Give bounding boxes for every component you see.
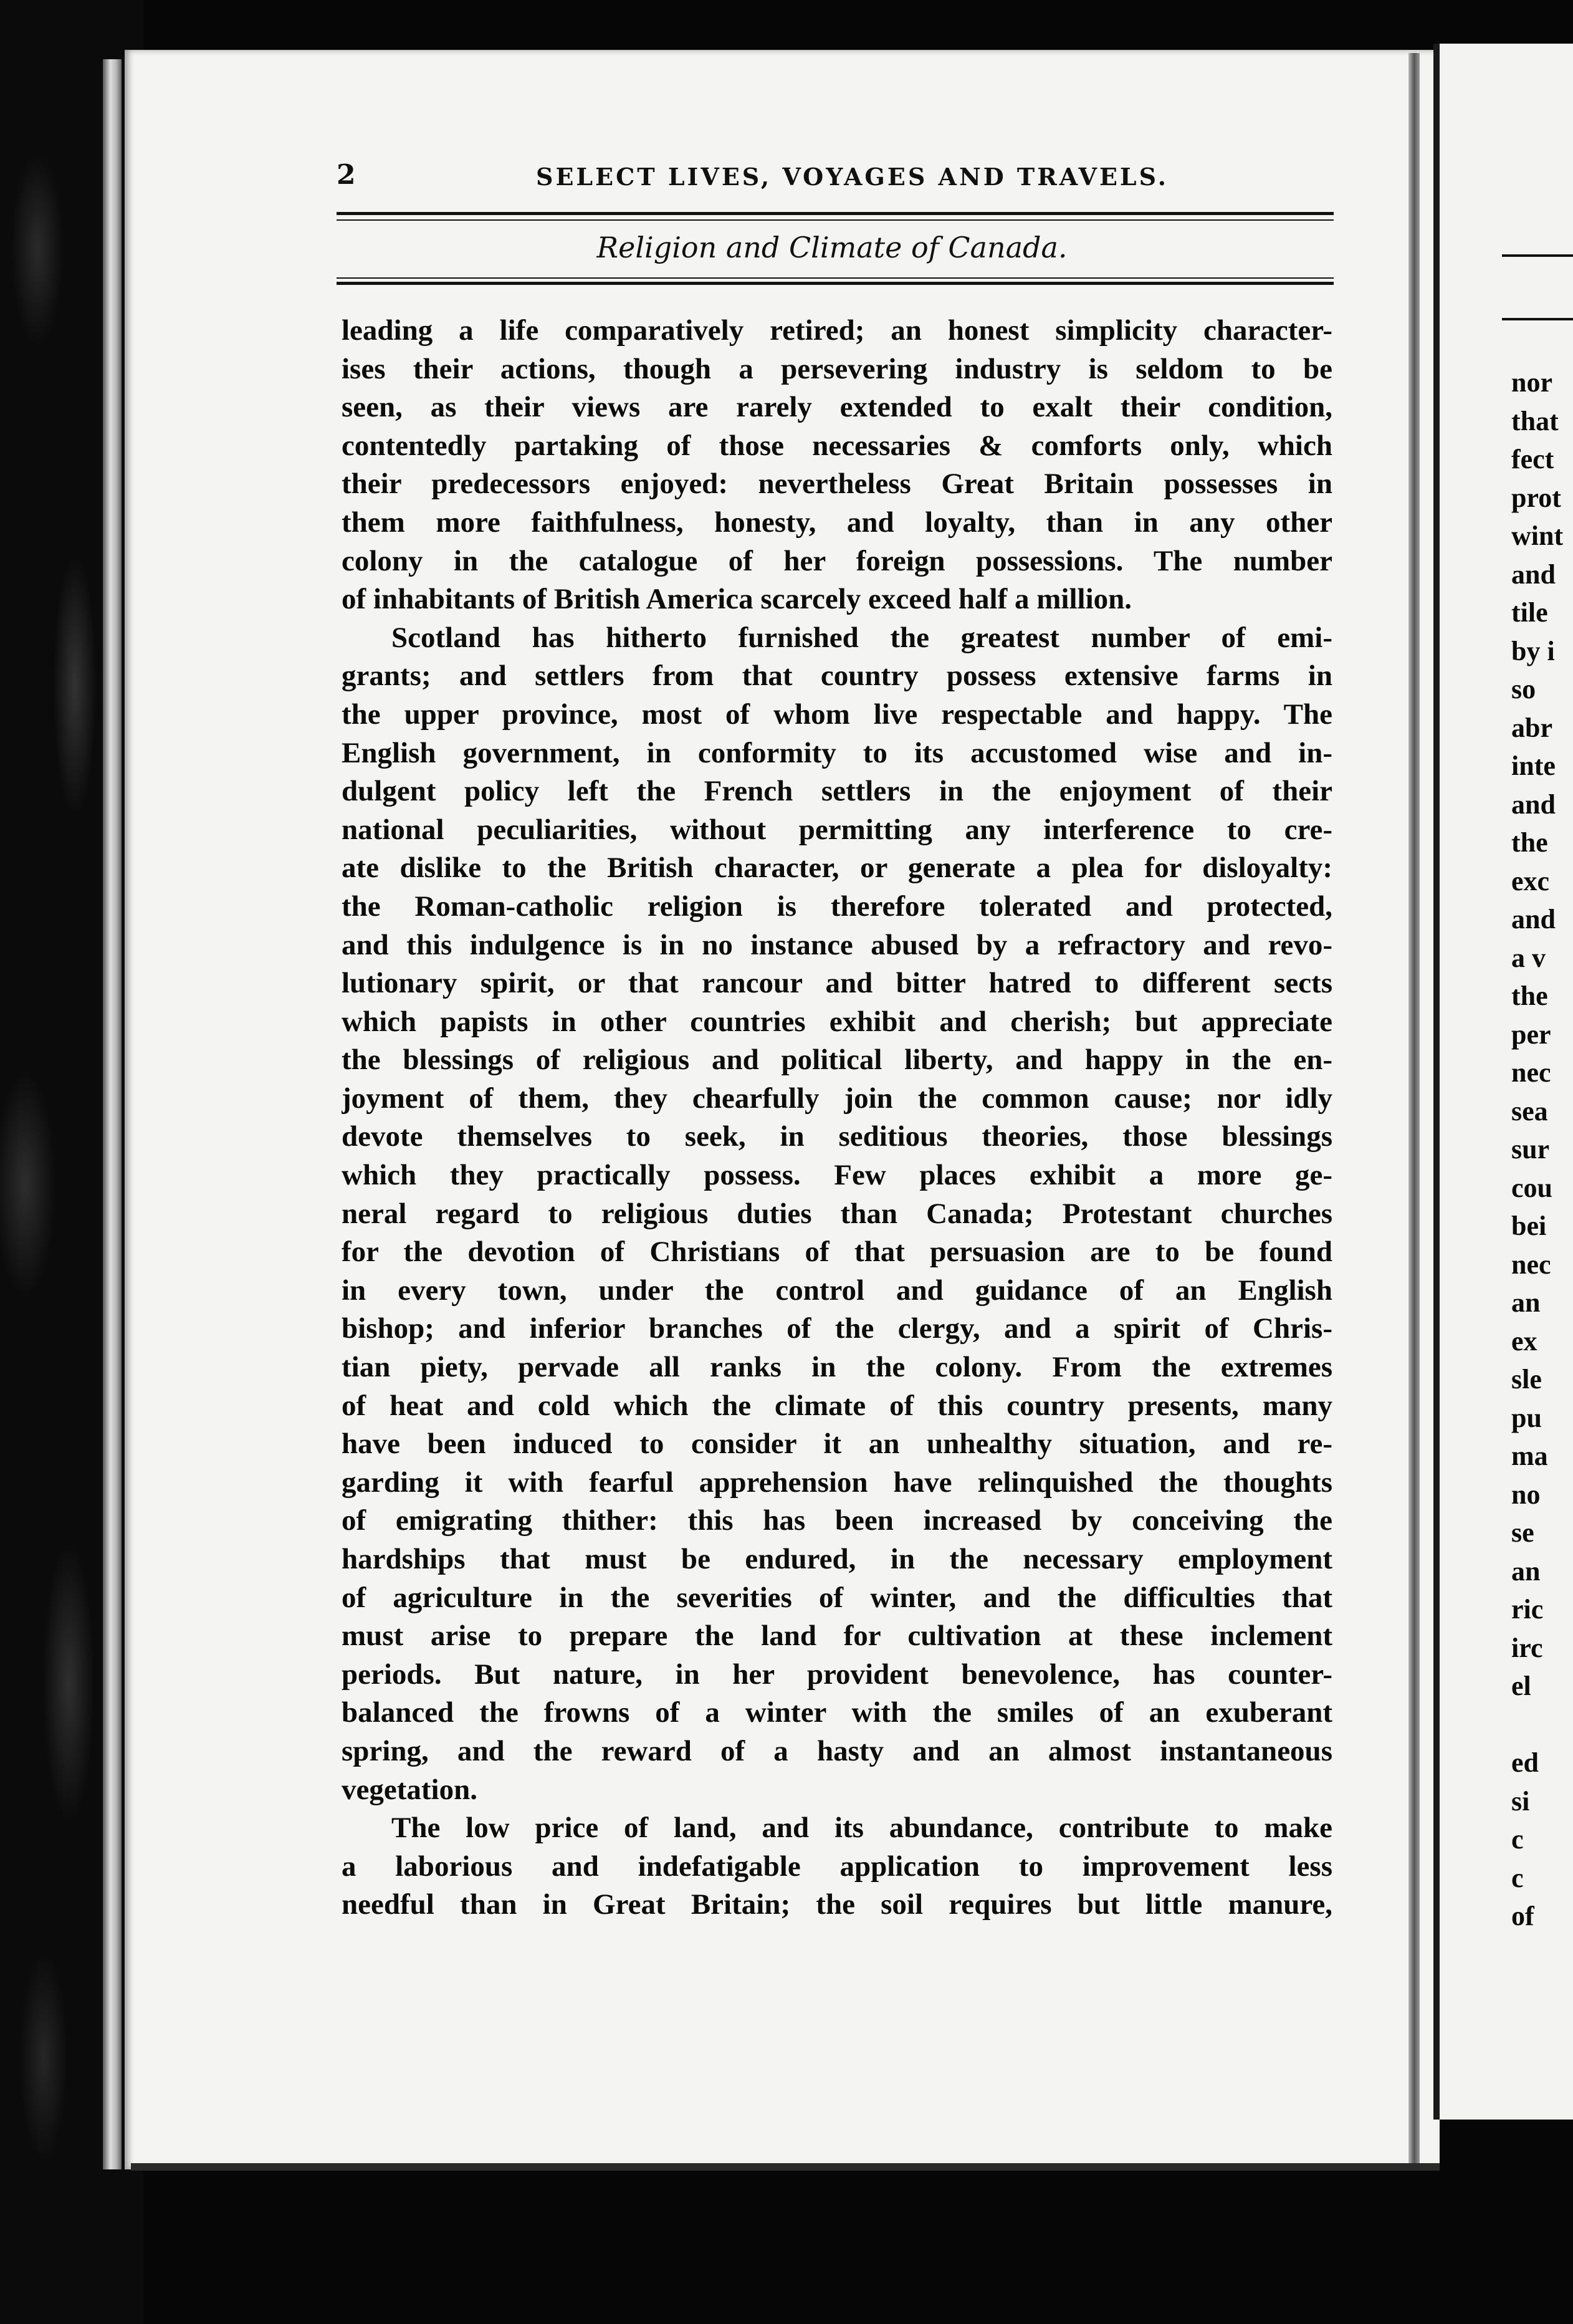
- facing-text-fragment: ex: [1511, 1325, 1537, 1356]
- running-title: SELECT LIVES, VOYAGES AND TRAVELS.: [536, 163, 1169, 191]
- text-line: The low price of land, and its abundance, contribute to make: [391, 1812, 1332, 1845]
- facing-text-fragment: nec: [1511, 1249, 1551, 1280]
- text-line: tian piety, pervade all ranks in the colony. From the extremes: [342, 1351, 1332, 1384]
- text-line: vegetation.: [342, 1773, 477, 1806]
- header-rule-top: [337, 212, 1334, 215]
- facing-text-fragment: fect: [1511, 444, 1554, 474]
- text-line: balanced the frowns of a winter with the smiles of an exuberant: [342, 1696, 1332, 1729]
- text-line: a laborious and indefatigable application to improvement less: [342, 1850, 1332, 1883]
- page-number: 2: [337, 159, 356, 191]
- facing-text-fragment: an: [1511, 1555, 1541, 1587]
- text-line: ises their actions, though a persevering industry is seldom to be: [342, 352, 1332, 385]
- text-line: which they practically possess. Few places exhibit a more ge-: [342, 1159, 1332, 1192]
- text-line: needful than in Great Britain; the soil requires but little manure,: [342, 1888, 1332, 1921]
- subtitle-rule-thick: [337, 282, 1334, 285]
- facing-text-fragment: and: [1511, 789, 1556, 820]
- text-line: them more faithfulness, honesty, and loyalty, than in any other: [342, 506, 1332, 539]
- text-line: of agriculture in the severities of winter, and the difficulties that: [342, 1581, 1332, 1614]
- text-line: hardships that must be endured, in the necessary employment: [342, 1543, 1332, 1575]
- facing-page-rule: [1502, 254, 1573, 257]
- text-line: contentedly partaking of those necessaries & comforts only, which: [342, 429, 1332, 462]
- facing-text-fragment: el: [1511, 1671, 1531, 1701]
- facing-text-fragment: nor: [1511, 367, 1552, 398]
- text-line: spring, and the reward of a hasty and an almost instantaneous: [342, 1734, 1332, 1767]
- facing-text-fragment: [1511, 1706, 1573, 1744]
- facing-text-fragment: c: [1511, 1862, 1524, 1893]
- text-line: must arise to prepare the land for cultivation at these inclement: [342, 1620, 1332, 1653]
- text-line: of emigrating thither: this has been increased by conceiving the: [342, 1504, 1332, 1537]
- text-line: in every town, under the control and guidance of an English: [342, 1274, 1332, 1307]
- facing-text-fragment: the: [1511, 981, 1548, 1011]
- section-subtitle: Religion and Climate of Canada.: [596, 231, 1068, 264]
- facing-text-fragment: and: [1511, 904, 1556, 934]
- text-line: have been induced to consider it an unhealthy situation, and re-: [342, 1428, 1332, 1461]
- scan-background: [0, 0, 143, 2324]
- facing-text-fragment: sle: [1511, 1364, 1542, 1395]
- text-line: periods. But nature, in her provident benevolence, has counter-: [342, 1658, 1332, 1691]
- facing-text-fragment: c: [1511, 1824, 1524, 1855]
- facing-text-fragment: pu: [1511, 1402, 1542, 1433]
- facing-text-fragment: that: [1511, 405, 1559, 436]
- facing-text-fragment: se: [1511, 1517, 1534, 1548]
- facing-text-fragment: and: [1511, 559, 1556, 590]
- facing-text-fragment: the: [1511, 827, 1548, 858]
- running-header: [337, 159, 1334, 196]
- text-line: devote themselves to seek, in seditious theories, those blessings: [342, 1120, 1332, 1153]
- text-line: lutionary spirit, or that rancour and bitter hatred to different sects: [342, 967, 1332, 1000]
- facing-text-fragment: per: [1511, 1019, 1551, 1050]
- facing-text-fragment: irc: [1511, 1632, 1543, 1663]
- book-gutter: [1408, 53, 1420, 2166]
- facing-text-fragment: ed: [1511, 1747, 1539, 1778]
- facing-text-fragment: ma: [1511, 1441, 1548, 1471]
- page-bottom-edge: [131, 2163, 1440, 2171]
- text-line: leading a life comparatively retired; an honest simplicity character-: [342, 314, 1332, 347]
- facing-text-fragment: wint: [1511, 521, 1564, 551]
- text-line: the upper province, most of whom live respectable and happy. The: [342, 698, 1332, 731]
- facing-text-fragment: by i: [1511, 635, 1555, 666]
- text-line: joyment of them, they chearfully join the common cause; nor idly: [342, 1082, 1332, 1115]
- text-line: the blessings of religious and political liberty, and happy in the en-: [342, 1044, 1332, 1077]
- text-line: ate dislike to the British character, or generate a plea for disloyalty:: [342, 852, 1332, 885]
- text-line: and this indulgence is in no instance abused by a refractory and revo-: [342, 928, 1332, 961]
- text-line: Scotland has hitherto furnished the greatest number of emi-: [391, 621, 1332, 654]
- text-line: colony in the catalogue of her foreign possessions. The number: [342, 544, 1332, 577]
- text-line: their predecessors enjoyed: nevertheless Great Britain possesses in: [342, 468, 1332, 501]
- facing-text-fragment: an: [1511, 1287, 1541, 1318]
- facing-text-fragment: a v: [1511, 942, 1546, 973]
- facing-text-fragment: exc: [1511, 865, 1550, 896]
- text-line: which papists in other countries exhibit and cherish; but appreciate: [342, 1005, 1332, 1038]
- facing-page-text: [1511, 363, 1573, 1936]
- facing-text-fragment: no: [1511, 1479, 1541, 1510]
- facing-text-fragment: prot: [1511, 482, 1561, 513]
- facing-text-fragment: ric: [1511, 1594, 1544, 1625]
- text-line: of inhabitants of British America scarcely exceed half a million.: [342, 583, 1132, 616]
- facing-text-fragment: tile: [1511, 597, 1548, 628]
- facing-text-fragment: so: [1511, 674, 1536, 704]
- text-line: the Roman-catholic religion is therefore tolerated and protected,: [342, 890, 1332, 923]
- text-line: for the devotion of Christians of that persuasion are to be found: [342, 1236, 1332, 1269]
- header-rule-top-thin: [337, 219, 1334, 221]
- facing-text-fragment: si: [1511, 1785, 1530, 1817]
- facing-text-fragment: inte: [1511, 751, 1556, 781]
- facing-text-fragment: sea: [1511, 1095, 1548, 1126]
- subtitle-rule-thin: [337, 277, 1334, 279]
- facing-text-fragment: bei: [1511, 1211, 1547, 1241]
- text-line: garding it with fearful apprehension have relinquished the thoughts: [342, 1466, 1332, 1499]
- facing-text-fragment: sur: [1511, 1134, 1550, 1164]
- facing-text-fragment: abr: [1511, 712, 1552, 743]
- text-line: neral regard to religious duties than Canada; Protestant churches: [342, 1197, 1332, 1230]
- text-line: seen, as their views are rarely extended to exalt their condition,: [342, 391, 1332, 424]
- page-edge: [103, 59, 122, 2169]
- text-line: grants; and settlers from that country possess extensive farms in: [342, 660, 1332, 693]
- facing-text-fragment: cou: [1511, 1172, 1552, 1203]
- facing-page-rule-2: [1502, 318, 1573, 320]
- text-line: of heat and cold which the climate of this country presents, many: [342, 1389, 1332, 1422]
- text-line: bishop; and inferior branches of the clergy, and a spirit of Chris-: [342, 1312, 1332, 1345]
- body-text: [342, 312, 1332, 1924]
- text-line: English government, in conformity to its accustomed wise and in-: [342, 736, 1332, 769]
- facing-text-fragment: nec: [1511, 1057, 1551, 1088]
- facing-text-fragment: of: [1511, 1901, 1534, 1931]
- text-line: dulgent policy left the French settlers in the enjoyment of their: [342, 775, 1332, 808]
- text-line: national peculiarities, without permitting any interference to cre-: [342, 813, 1332, 846]
